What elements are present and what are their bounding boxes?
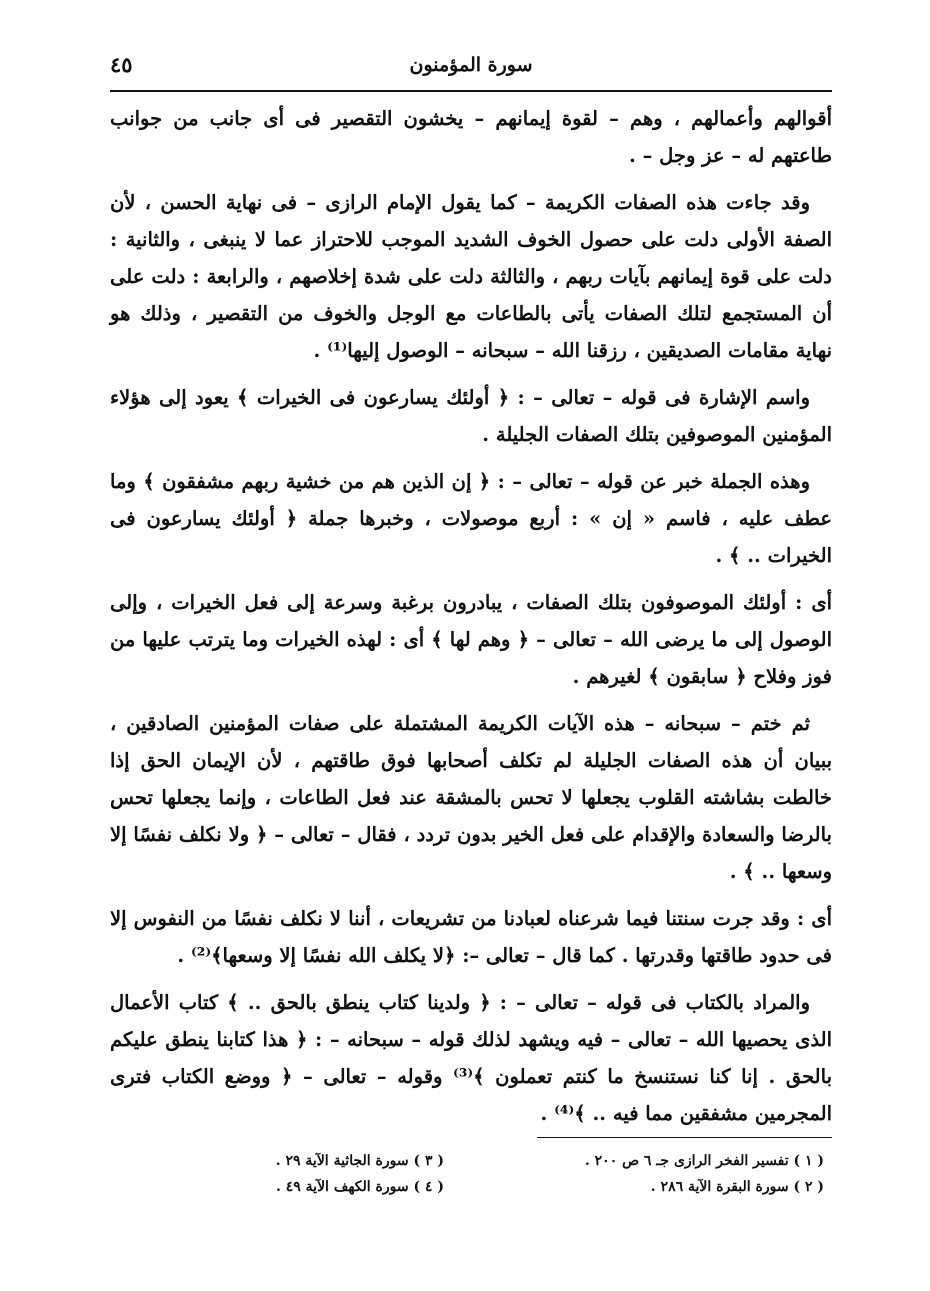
footnote-4: ( ٤ ) سورة الكهف الآية ٤٩ . — [276, 1179, 444, 1195]
footnote-3: ( ٣ ) سورة الجاثية الآية ٢٩ . — [275, 1153, 444, 1169]
footnote-column-right — [494, 1148, 824, 1200]
surah-title: سورة المؤمنون — [409, 54, 533, 76]
paragraph: أقوالهم وأعمالهم ، وهم – لقوة إيمانهم – يخشون التقصير فى أى جانب من جوانب طاعتهم له – عز وجل – . — [110, 107, 832, 167]
page-number: ٤٥ — [110, 52, 133, 77]
footnotes — [110, 1148, 832, 1208]
footnote-divider — [537, 1137, 832, 1138]
paragraph: وهذه الجملة خبر عن قوله – تعالى – : ﴿ إن الذين هم من خشية ربهم مشفقون ﴾ وما عطف عليه ، فاسم « إن » : أربع موصولات ، وخبرها جملة ﴿ أولئك يسارعون فى الخيرات .. ﴾ . — [110, 470, 832, 567]
paragraph: أى : وقد جرت سنتنا فيما شرعناه لعبادنا من تشريعات ، أننا لا نكلف نفسًا من النفوس إلا فى حدود طاقتها وقدرتها . كما قال – تعالى –: ﴿لا يكلف الله نفسًا إلا وسعها﴾⁽²⁾ . — [110, 907, 832, 967]
page-header — [110, 40, 832, 88]
paragraph: والمراد بالكتاب فى قوله – تعالى – : ﴿ ولدينا كتاب ينطق بالحق .. ﴾ كتاب الأعمال الذى يحصيها الله – تعالى – فيه ويشهد لذلك قوله – سبحانه – : ﴿ هذا كتابنا ينطق عليكم بالحق . إنا كنا نستنسخ ما كنتم تعملون ﴾⁽³⁾ وقوله – تعالى – ﴿ ووضع الكتاب فترى المجرمين مشفقين مما فيه .. ﴾⁽⁴⁾ . — [110, 991, 832, 1125]
footnote-2: ( ٢ ) سورة البقرة الآية ٢٨٦ . — [650, 1179, 824, 1195]
footnote-column-left — [114, 1148, 444, 1200]
paragraph: واسم الإشارة فى قوله – تعالى – : ﴿ أولئك يسارعون فى الخيرات ﴾ يعود إلى هؤلاء المؤمنين الموصوفين بتلك الصفات الجليلة . — [110, 386, 832, 446]
paragraph: ثم ختم – سبحانه – هذه الآيات الكريمة المشتملة على صفات المؤمنين الصادقين ، ببيان أن هذه الصفات الجليلة لم تكلف أصحابها فوق طاقتهم ، لأن الإيمان الحق إذا خالطت بشاشته القلوب يجعلها لا تحس بالمشقة عند فعل الطاعات ، وإنما يجعلها تحس بالرضا والسعادة والإقدام على فعل الخير بدون تردد ، فقال – تعالى – ﴿ ولا نكلف نفسًا إلا وسعها .. ﴾ . — [110, 712, 832, 883]
header-divider — [110, 90, 832, 92]
page-body — [110, 100, 832, 1142]
paragraph: وقد جاءت هذه الصفات الكريمة – كما يقول الإمام الرازى – فى نهاية الحسن ، لأن الصفة الأولى دلت على حصول الخوف الشديد الموجب للاحتراز عما لا ينبغى ، والثانية : دلت على قوة إيمانهم بآيات ربهم ، والثالثة دلت على شدة إخلاصهم ، والرابعة : دلت على أن المستجمع لتلك الصفات يأتى بالطاعات مع الوجل والخوف من التقصير ، وذلك هو نهاية مقامات الصديقين ، رزقنا الله – سبحانه – الوصول إليها⁽¹⁾ . — [110, 191, 832, 362]
paragraph: أى : أولئك الموصوفون بتلك الصفات ، يبادرون برغبة وسرعة إلى فعل الخيرات ، وإلى الوصول إلى ما يرضى الله – تعالى – ﴿ وهم لها ﴾ أى : لهذه الخيرات وما يترتب عليها من فوز وفلاح ﴿ سابقون ﴾ لغيرهم . — [110, 591, 832, 688]
footnote-1: ( ١ ) تفسير الفخر الرازى جـ ٦ ص ٢٠٠ . — [584, 1153, 824, 1169]
